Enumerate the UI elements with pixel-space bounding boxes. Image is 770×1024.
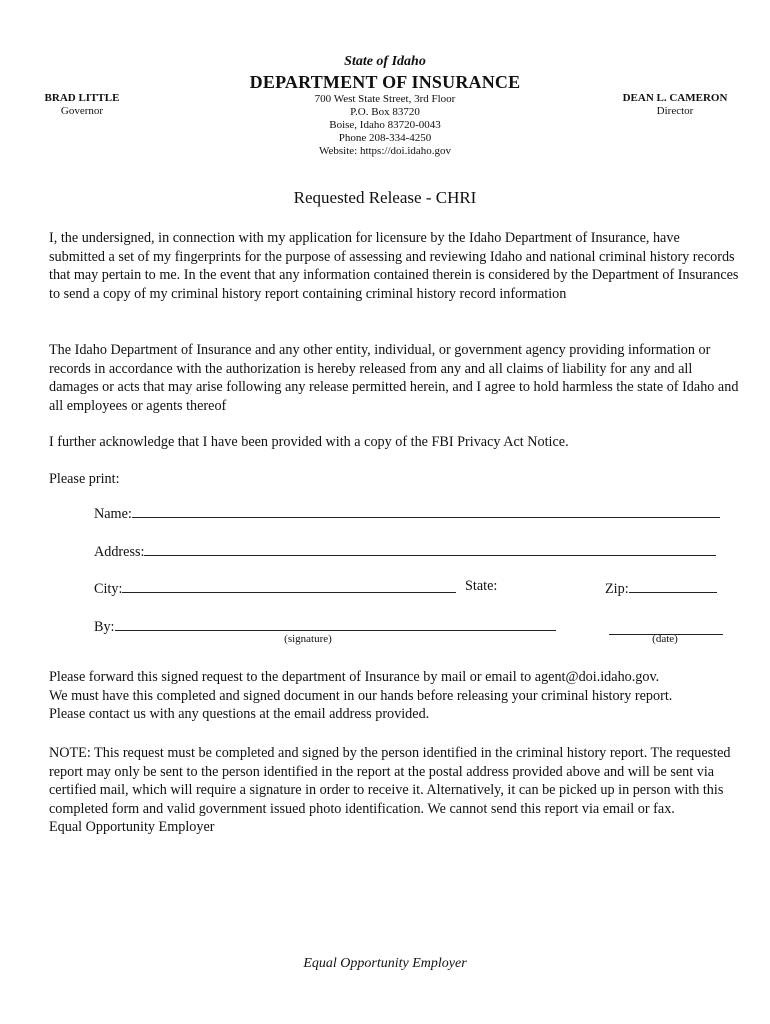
name-label: Name: <box>94 506 132 522</box>
note-text: NOTE: This request must be completed and signed by the person identified in the criminal history report. The requested report may only be sent to the person identified in the report at the postal address provided above and will be sent via certified mail, which will require a signature in order to receive it. Alternatively, it can be picked up in person with this completed form and valid government issued photo identification. We cannot send this report via email or fax. <box>49 745 731 817</box>
governor-name: BRAD LITTLE <box>44 92 120 104</box>
zip-input-line[interactable] <box>629 578 717 593</box>
eoe-line: Equal Opportunity Employer <box>49 819 215 836</box>
governor-title: Governor <box>60 105 104 117</box>
address-line: 700 West State Street, 3rd Floor <box>314 93 456 105</box>
phone-line: Phone 208-334-4250 <box>338 132 432 144</box>
website-line: Website: https://doi.idaho.gov <box>318 145 452 157</box>
address-line: Boise, Idaho 83720-0043 <box>329 119 441 131</box>
signature-input-line[interactable] <box>115 616 556 631</box>
paragraph-acknowledge: I further acknowledge that I have been provided with a copy of the FBI Privacy Act Notice. <box>49 434 569 450</box>
director-title: Director <box>656 105 694 117</box>
forward-instructions <box>49 668 739 724</box>
state-field[interactable] <box>465 578 497 595</box>
city-input-line[interactable] <box>122 578 456 593</box>
state-name: State of Idaho <box>344 54 426 69</box>
city-field[interactable] <box>94 578 456 598</box>
city-label: City: <box>94 581 123 597</box>
footer-eoe: Equal Opportunity Employer <box>303 956 467 971</box>
date-caption: (date) <box>652 633 678 645</box>
governor-block <box>22 92 142 118</box>
zip-field[interactable] <box>605 578 717 598</box>
address-line: P.O. Box 83720 <box>350 106 420 118</box>
please-print-label: Please print: <box>49 471 120 487</box>
director-name: DEAN L. CAMERON <box>622 92 728 104</box>
forward-line: We must have this completed and signed document in our hands before releasing your criminal history report. <box>49 687 673 704</box>
name-input-line[interactable] <box>132 503 720 518</box>
address-field[interactable] <box>94 541 716 561</box>
address-label: Address: <box>94 544 145 560</box>
paragraph-release: The Idaho Department of Insurance and any other entity, individual, or government agency providing information or records in accordance with the authorization is hereby released from any and all claims of liability for any and all damages or acts that may arise following any release permitted herein, and I agree to hold harmless the state of Idaho and all employees or agents thereof <box>49 342 739 414</box>
department-name: DEPARTMENT OF INSURANCE <box>249 72 521 92</box>
forward-line: Please forward this signed request to the department of Insurance by mail or email to agent@doi.idaho.gov. <box>49 669 660 685</box>
director-block <box>610 92 740 118</box>
forward-line: Please contact us with any questions at the email address provided. <box>49 706 430 723</box>
note-block <box>49 744 739 837</box>
signature-caption: (signature) <box>284 633 332 645</box>
by-label: By: <box>94 619 115 635</box>
name-field[interactable] <box>94 503 720 523</box>
state-label: State: <box>465 578 498 594</box>
document-title: Requested Release - CHRI <box>293 188 477 207</box>
zip-label: Zip: <box>605 581 629 597</box>
address-input-line[interactable] <box>144 541 716 556</box>
paragraph-application: I, the undersigned, in connection with my application for licensure by the Idaho Department of Insurance, have submitted a set of my fingerprints for the purpose of assessing and reviewing Idaho and national criminal history records that may pertain to me. In the event that any information contained therein is considered by the Department of Insurances to send a copy of my criminal history report containing criminal history record information <box>49 230 739 302</box>
